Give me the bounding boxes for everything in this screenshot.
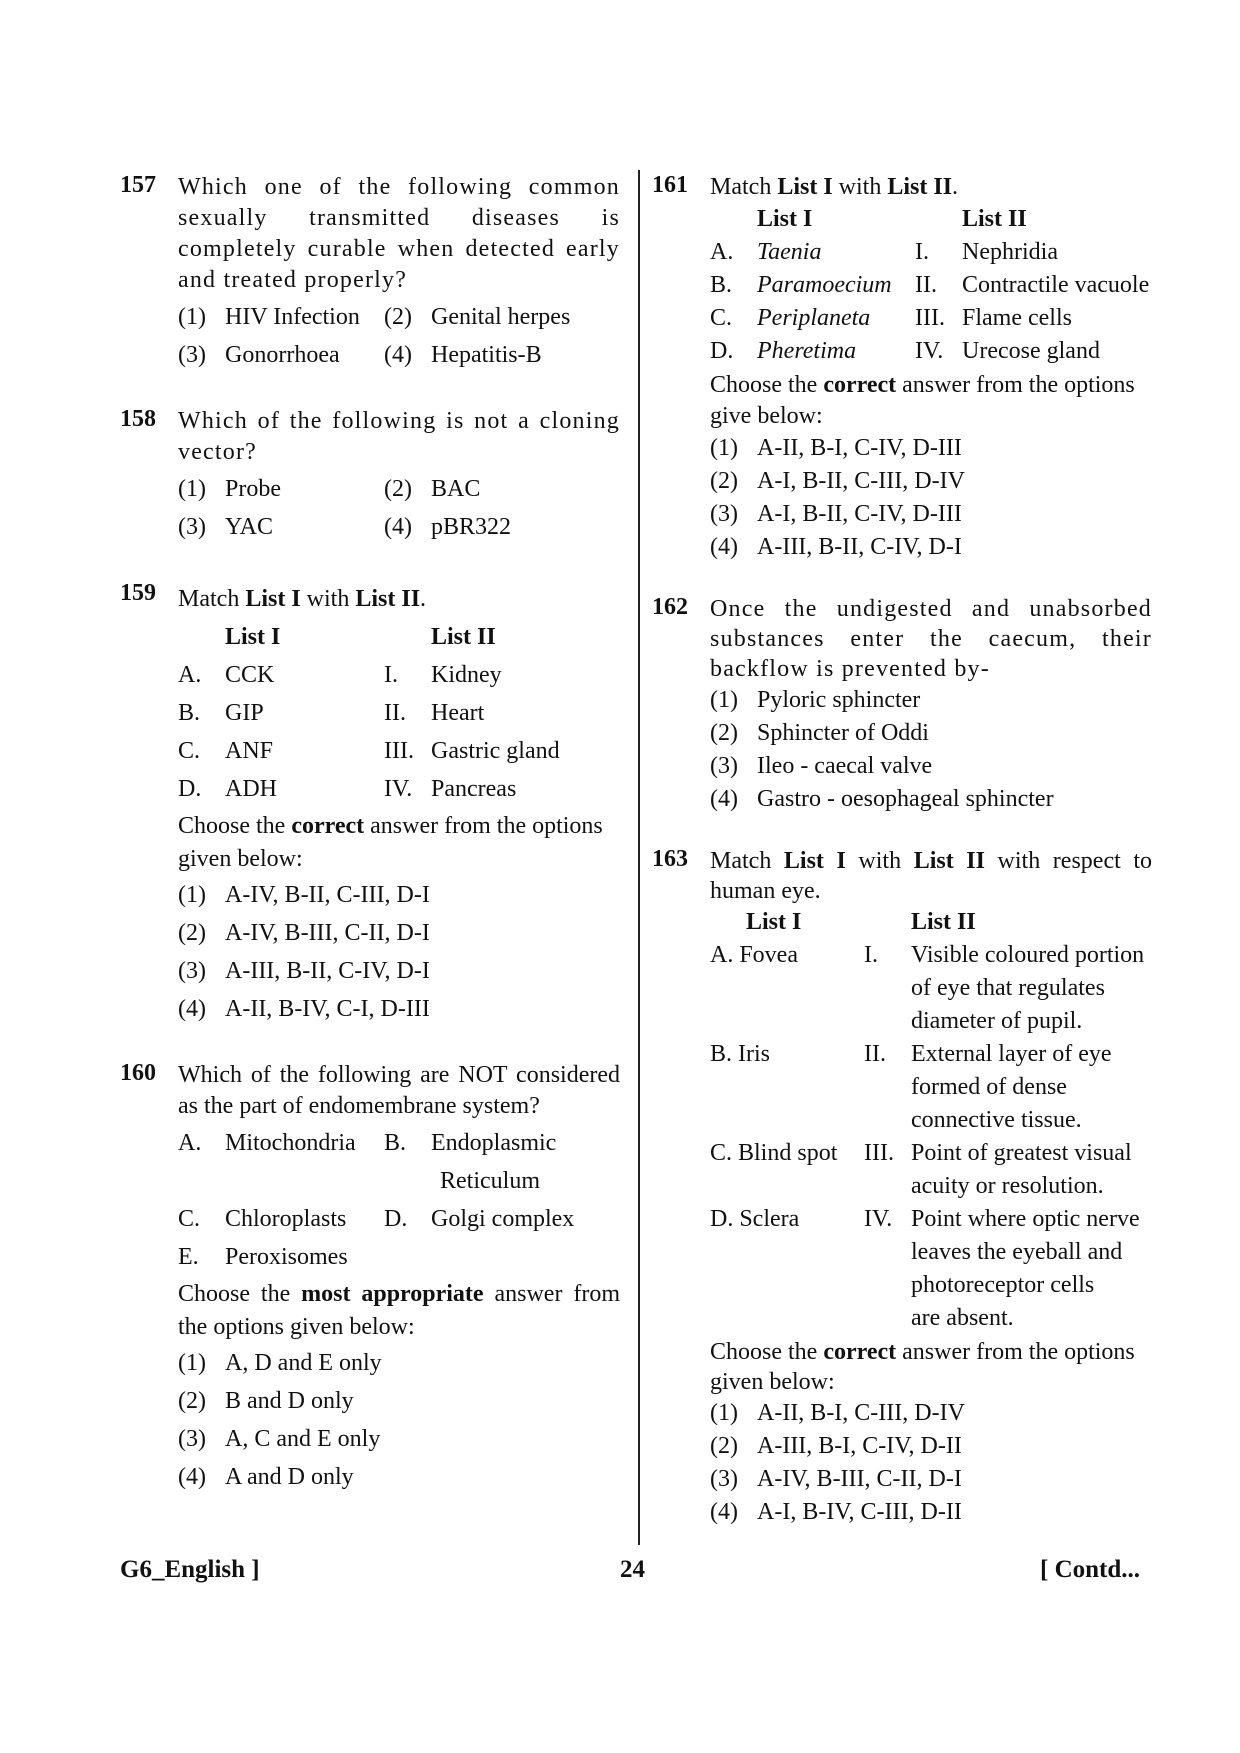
option-3: (3) A-IV, B-III, C-II, D-I	[710, 1466, 962, 1492]
question-number: 161	[652, 172, 688, 198]
question-text: Which of the following is not a cloning vector?	[178, 408, 620, 465]
option-4: (4) A-III, B-II, C-IV, D-I	[710, 534, 962, 560]
list-2-header: List II	[911, 909, 976, 935]
option-3: (3) A-III, B-II, C-IV, D-I	[178, 958, 430, 984]
question-text: Which one of the following common sexually transmitted diseases is completely curable when detected early and treated properly?	[178, 174, 620, 293]
question-162	[652, 594, 1152, 816]
question-number: 157	[120, 172, 156, 198]
item-a: A. Mitochondria	[178, 1130, 356, 1156]
option-1: (1) A-II, B-I, C-IV, D-III	[710, 435, 962, 461]
question-157	[120, 172, 620, 374]
option-2: (2) A-III, B-I, C-IV, D-II	[710, 1433, 962, 1459]
item-c: C. Chloroplasts	[178, 1206, 347, 1232]
option-3: (3) Ileo - caecal valve	[710, 753, 933, 779]
list-1-header: List I	[746, 909, 802, 935]
instruction: Choose the correct answer from the options given below:	[178, 813, 603, 872]
option-2: (2) B and D only	[178, 1388, 354, 1414]
question-161	[652, 172, 1152, 564]
option-4: (4) A and D only	[178, 1464, 354, 1490]
left-column	[120, 172, 620, 1496]
question-number: 158	[120, 406, 156, 432]
list-1-header: List I	[225, 624, 281, 650]
question-text: Match List I with List II.	[178, 586, 427, 612]
option-2: (2) Genital herpes	[384, 304, 571, 330]
question-text: Once the undigested and unabsorbed substances enter the caecum, their backflow is prevented by-	[710, 596, 1152, 682]
option-1: (1) Pyloric sphincter	[710, 687, 921, 713]
option-4: (4) pBR322	[384, 514, 512, 540]
list-2-header: List II	[962, 206, 1027, 232]
option-1: (1) HIV Infection	[178, 304, 360, 330]
option-4: (4) A-II, B-IV, C-I, D-III	[178, 996, 430, 1022]
option-1: (1) Probe	[178, 476, 281, 502]
instruction: Choose the most appropriate answer from the options given below:	[178, 1281, 620, 1340]
option-3: (3) Gonorrhoea	[178, 342, 340, 368]
question-number: 162	[652, 594, 688, 620]
footer-continued: [ Contd...	[1040, 1556, 1141, 1583]
question-text: Which of the following are NOT considered as the part of endomembrane system?	[178, 1062, 620, 1119]
list-2-header: List II	[431, 624, 496, 650]
option-1: (1) A, D and E only	[178, 1350, 382, 1376]
option-2: (2) A-I, B-II, C-III, D-IV	[710, 468, 965, 494]
option-3: (3) YAC	[178, 514, 274, 540]
question-number: 159	[120, 580, 156, 606]
option-4: (4) A-I, B-IV, C-III, D-II	[710, 1499, 962, 1525]
question-number: 163	[652, 846, 688, 872]
option-2: (2) A-IV, B-III, C-II, D-I	[178, 920, 430, 946]
option-1: (1) A-II, B-I, C-III, D-IV	[710, 1400, 965, 1426]
question-160	[120, 1060, 620, 1496]
question-159	[120, 580, 620, 1028]
option-3: (3) A, C and E only	[178, 1426, 381, 1452]
list-1-header: List I	[757, 206, 813, 232]
item-b: B. Endoplasmic	[384, 1130, 557, 1156]
question-text: Match List I with List II with respect to human eye.	[710, 848, 1153, 904]
match-table: List I List II A. Fovea I. Visible coloured portion of eye that regulates diameter of pupil. B. Iris II. External layer of eye formed of dense connective tissue. C. Blind spot III. Point of greatest visual acuity or resolution. D. Sclera IV. Point where optic nerve leaves the eyeball and photoreceptor cells are absent.	[710, 906, 1152, 1335]
option-2: (2) BAC	[384, 476, 481, 502]
question-text: Match List I with List II.	[710, 174, 959, 200]
question-163	[652, 846, 1152, 1529]
match-table: List I List II A. CCK I. Kidney B. GIP II. Heart C. ANF III. Gastric gland D. ADH IV. Pancreas	[178, 618, 620, 808]
footer-page-number: 24	[620, 1556, 645, 1583]
right-column	[652, 172, 1152, 1529]
option-2: (2) Sphincter of Oddi	[710, 720, 929, 746]
option-3: (3) A-I, B-II, C-IV, D-III	[710, 501, 962, 527]
instruction: Choose the correct answer from the options give below:	[710, 372, 1135, 429]
question-number: 160	[120, 1060, 156, 1086]
item-d: D. Golgi complex	[384, 1206, 575, 1232]
option-4: (4) Gastro - oesophageal sphincter	[710, 786, 1054, 812]
option-4: (4) Hepatitis-B	[384, 342, 542, 368]
question-158	[120, 406, 620, 546]
item-e: E. Peroxisomes	[178, 1244, 348, 1270]
item-b-cont: Reticulum	[440, 1168, 540, 1194]
footer-paper-code: G6_English ]	[120, 1556, 260, 1583]
match-table: List I List II A. Taenia I. Nephridia B. Paramoecium II. Contractile vacuole C. Periplaneta III. Flame cells D. Pheretima IV. Urecose gland	[710, 203, 1152, 368]
column-divider	[638, 170, 640, 1545]
instruction: Choose the correct answer from the options given below:	[710, 1339, 1135, 1395]
option-1: (1) A-IV, B-II, C-III, D-I	[178, 882, 430, 908]
